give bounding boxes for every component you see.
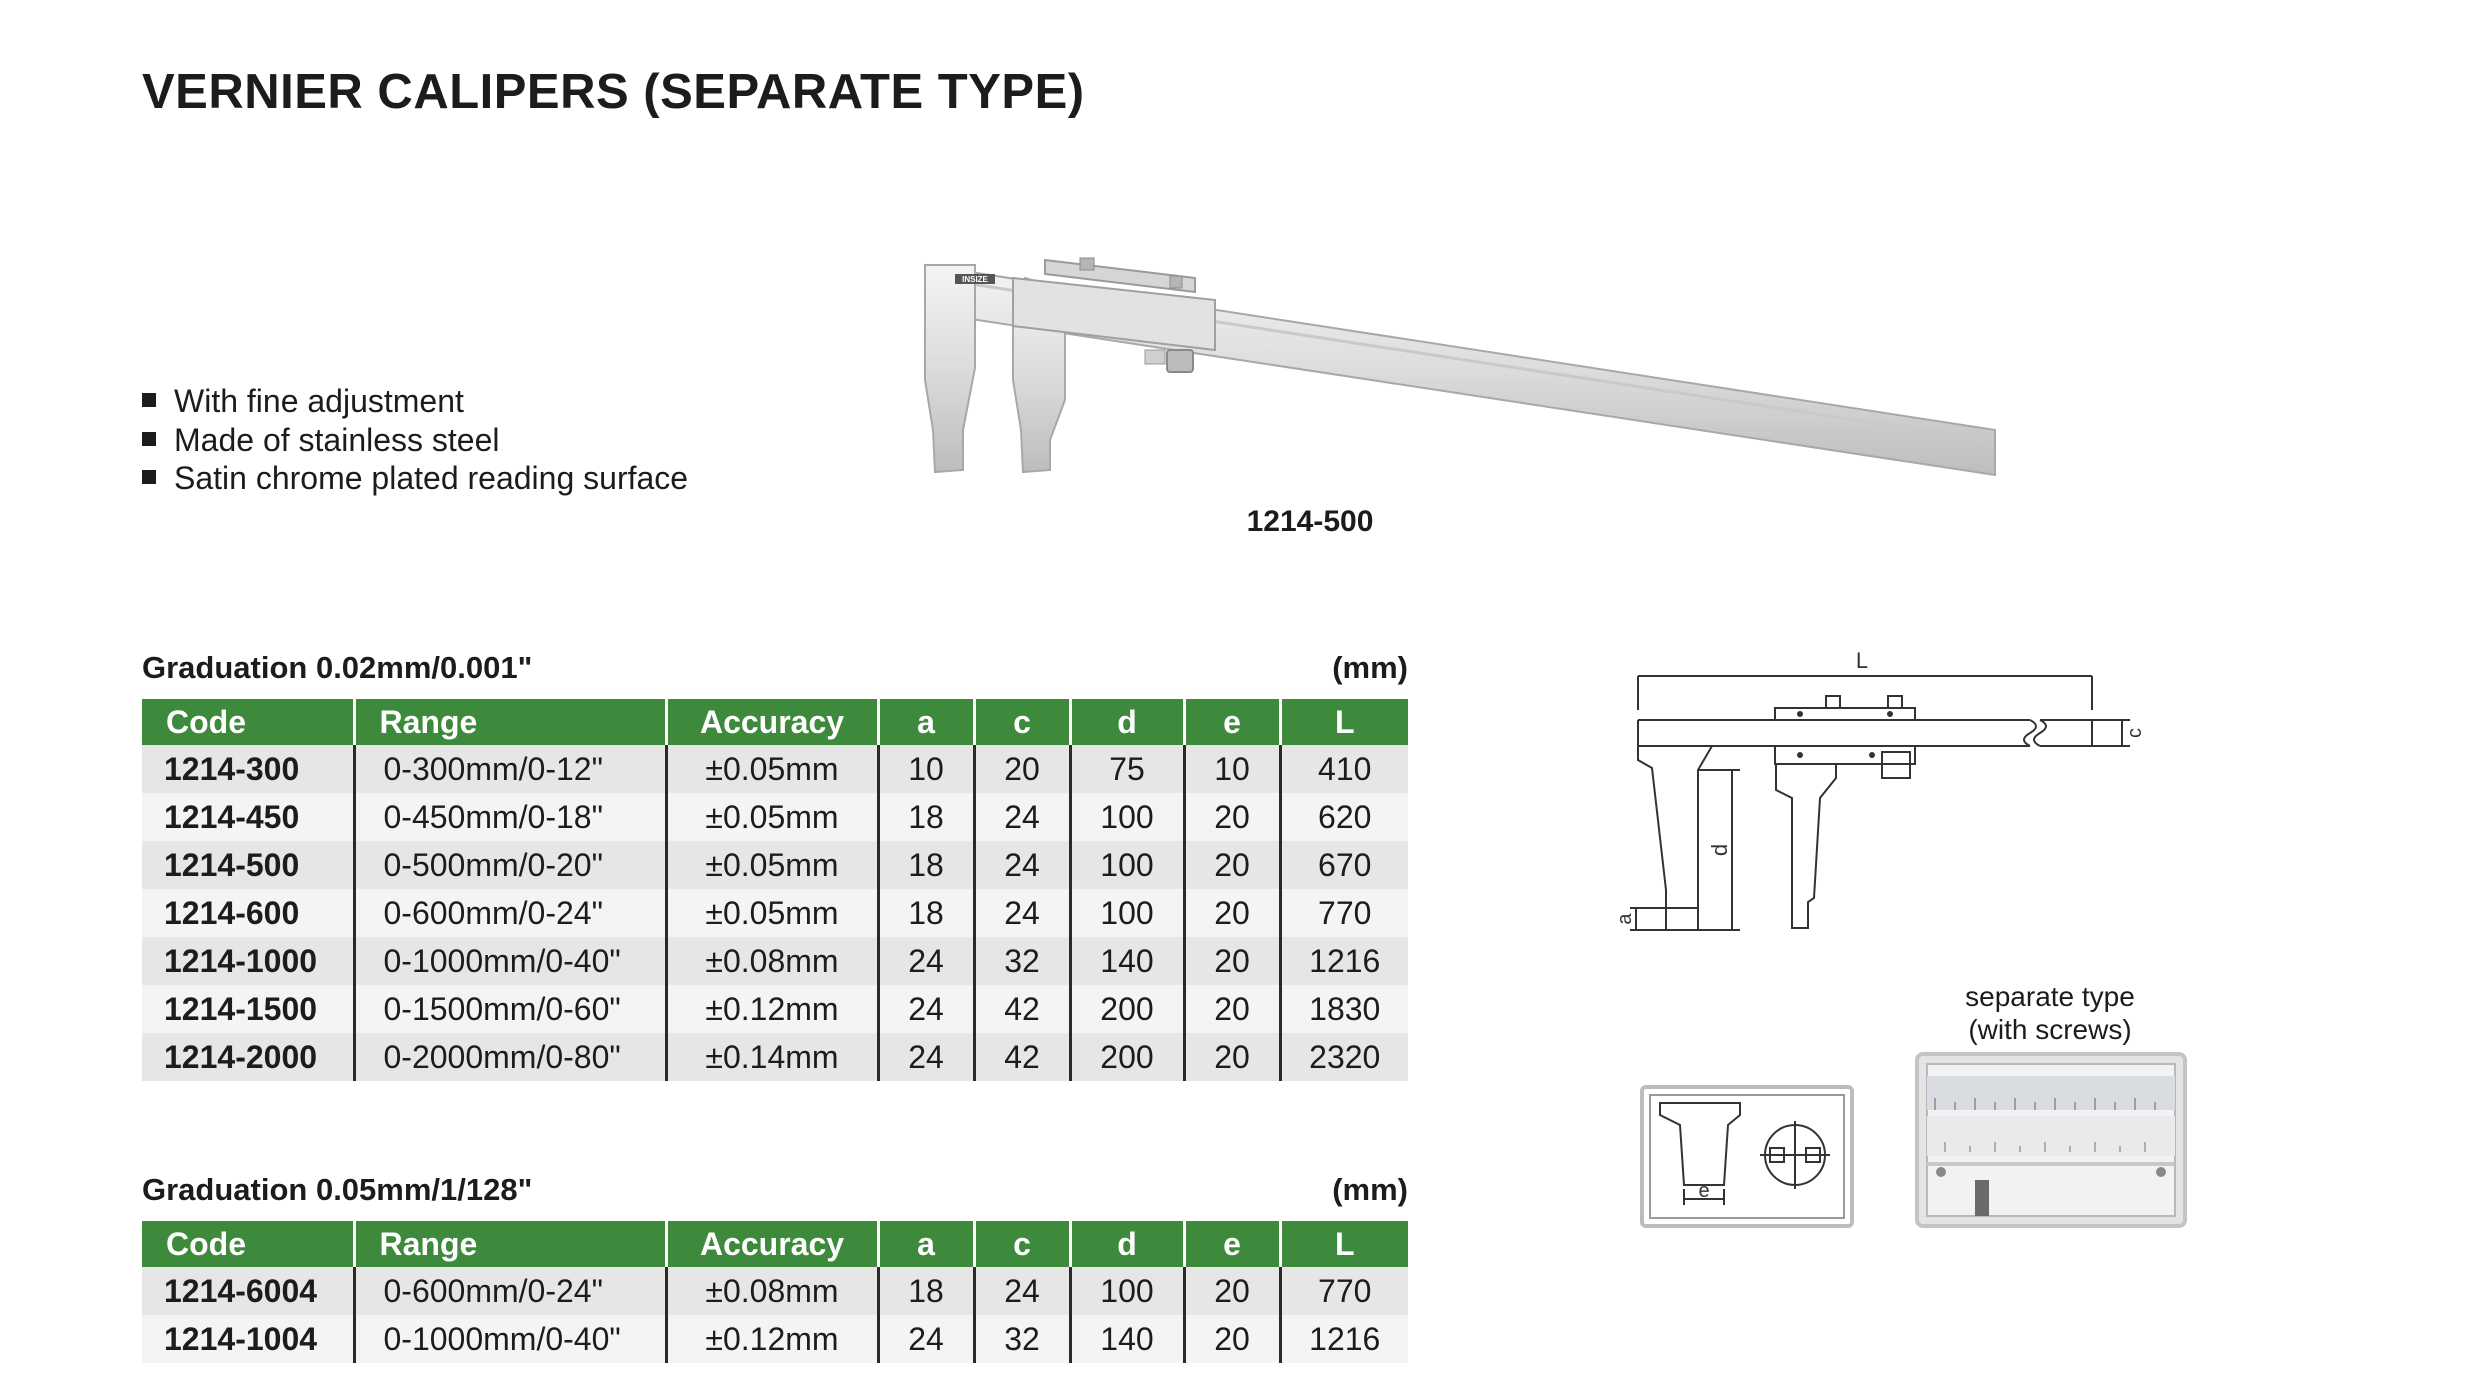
cell-accuracy: ±0.05mm: [666, 889, 878, 937]
table-row: [142, 745, 1408, 793]
cell-l: 620: [1280, 793, 1408, 841]
cell-l: 410: [1280, 745, 1408, 793]
cell-code: 1214-6004: [142, 1267, 354, 1315]
cell-d: 140: [1070, 1315, 1184, 1363]
spec-table-2: [142, 1221, 1408, 1363]
cell-accuracy: ±0.08mm: [666, 937, 878, 985]
cell-a: 24: [878, 937, 974, 985]
separate-type-line1: separate type: [1965, 981, 2135, 1012]
spec-table-1: [142, 699, 1408, 1081]
cell-l: 770: [1280, 1267, 1408, 1315]
cell-e: 20: [1184, 1315, 1280, 1363]
unit-label-2: (mm): [1332, 1172, 1408, 1207]
table-row: [142, 841, 1408, 889]
cell-c: 42: [974, 985, 1070, 1033]
table-row: [142, 889, 1408, 937]
separate-type-photo: [1915, 1052, 2187, 1228]
bullet-icon: [142, 470, 156, 484]
cell-l: 670: [1280, 841, 1408, 889]
column-header: a: [878, 699, 974, 745]
column-header: Range: [354, 1221, 666, 1267]
cell-code: 1214-1004: [142, 1315, 354, 1363]
feature-text: Made of stainless steel: [174, 421, 500, 458]
graduation-title-1: Graduation 0.02mm/0.001": [142, 650, 533, 685]
cell-l: 1216: [1280, 937, 1408, 985]
cell-l: 770: [1280, 889, 1408, 937]
column-header: e: [1184, 1221, 1280, 1267]
cell-a: 10: [878, 745, 974, 793]
cell-d: 100: [1070, 889, 1184, 937]
cell-a: 18: [878, 841, 974, 889]
cell-d: 100: [1070, 1267, 1184, 1315]
label-c: c: [2124, 728, 2146, 738]
cell-c: 20: [974, 745, 1070, 793]
cell-a: 18: [878, 889, 974, 937]
page-title: VERNIER CALIPERS (SEPARATE TYPE): [142, 65, 1085, 119]
column-header: Range: [354, 699, 666, 745]
cell-range: 0-300mm/0-12": [354, 745, 666, 793]
cell-code: 1214-300: [142, 745, 354, 793]
table-row: [142, 985, 1408, 1033]
cell-e: 20: [1184, 841, 1280, 889]
cell-e: 20: [1184, 889, 1280, 937]
column-header: d: [1070, 699, 1184, 745]
column-header: d: [1070, 1221, 1184, 1267]
column-header: c: [974, 1221, 1070, 1267]
label-e: e: [1698, 1180, 1710, 1202]
bullet-icon: [142, 393, 156, 407]
label-a: a: [1614, 913, 1636, 925]
feature-item: [142, 421, 688, 460]
cell-c: 32: [974, 1315, 1070, 1363]
feature-text: With fine adjustment: [174, 383, 464, 419]
graduation-title-2: Graduation 0.05mm/1/128": [142, 1172, 533, 1207]
table-header-row: [142, 1221, 1408, 1267]
cell-l: 1830: [1280, 985, 1408, 1033]
cell-d: 100: [1070, 841, 1184, 889]
table-row: [142, 937, 1408, 985]
table-row: [142, 1267, 1408, 1315]
cell-c: 24: [974, 841, 1070, 889]
cell-e: 20: [1184, 985, 1280, 1033]
cell-code: 1214-500: [142, 841, 354, 889]
cell-range: 0-600mm/0-24": [354, 1267, 666, 1315]
photo-caption: 1214-500: [1246, 505, 1374, 538]
column-header: L: [1280, 699, 1408, 745]
cell-accuracy: ±0.14mm: [666, 1033, 878, 1081]
cell-code: 1214-1000: [142, 937, 354, 985]
brand-logo: INSIZE: [962, 275, 988, 284]
cell-range: 0-1000mm/0-40": [354, 1315, 666, 1363]
cell-code: 1214-600: [142, 889, 354, 937]
cell-e: 20: [1184, 1033, 1280, 1081]
cell-l: 1216: [1280, 1315, 1408, 1363]
column-header: Code: [142, 1221, 354, 1267]
table-row: [142, 1033, 1408, 1081]
cell-accuracy: ±0.08mm: [666, 1267, 878, 1315]
cell-c: 42: [974, 1033, 1070, 1081]
table-row: [142, 1315, 1408, 1363]
cell-accuracy: ±0.12mm: [666, 1315, 878, 1363]
column-header: Accuracy: [666, 1221, 878, 1267]
cell-a: 24: [878, 1033, 974, 1081]
cell-range: 0-2000mm/0-80": [354, 1033, 666, 1081]
feature-list: [142, 382, 688, 498]
cell-e: 10: [1184, 745, 1280, 793]
bullet-icon: [142, 432, 156, 446]
cell-e: 20: [1184, 1267, 1280, 1315]
cell-l: 2320: [1280, 1033, 1408, 1081]
cell-accuracy: ±0.05mm: [666, 841, 878, 889]
unit-label-1: (mm): [1332, 650, 1408, 685]
separate-type-line2: (with screws): [1968, 1014, 2132, 1045]
caliper-photo: [905, 250, 2015, 490]
label-l: L: [1855, 648, 1869, 673]
table-row: [142, 793, 1408, 841]
cell-a: 18: [878, 793, 974, 841]
feature-item: [142, 459, 688, 498]
cell-c: 24: [974, 1267, 1070, 1315]
cell-range: 0-600mm/0-24": [354, 889, 666, 937]
cell-code: 1214-2000: [142, 1033, 354, 1081]
cell-range: 0-500mm/0-20": [354, 841, 666, 889]
cell-a: 24: [878, 1315, 974, 1363]
cell-accuracy: ±0.12mm: [666, 985, 878, 1033]
separate-type-label: [1900, 980, 2200, 1046]
column-header: L: [1280, 1221, 1408, 1267]
cell-e: 20: [1184, 937, 1280, 985]
column-header: Code: [142, 699, 354, 745]
cell-c: 24: [974, 793, 1070, 841]
label-d: d: [1707, 843, 1732, 857]
cell-a: 18: [878, 1267, 974, 1315]
cell-d: 140: [1070, 937, 1184, 985]
cell-d: 200: [1070, 985, 1184, 1033]
column-header: e: [1184, 699, 1280, 745]
column-header: c: [974, 699, 1070, 745]
cell-range: 0-1500mm/0-60": [354, 985, 666, 1033]
cell-e: 20: [1184, 793, 1280, 841]
cell-code: 1214-1500: [142, 985, 354, 1033]
feature-item: [142, 382, 688, 421]
column-header: Accuracy: [666, 699, 878, 745]
cell-d: 75: [1070, 745, 1184, 793]
column-header: a: [878, 1221, 974, 1267]
jaw-detail-diagram: [1640, 1085, 1854, 1228]
cell-d: 100: [1070, 793, 1184, 841]
cell-d: 200: [1070, 1033, 1184, 1081]
table-header-row: [142, 699, 1408, 745]
cell-range: 0-1000mm/0-40": [354, 937, 666, 985]
cell-range: 0-450mm/0-18": [354, 793, 666, 841]
cell-accuracy: ±0.05mm: [666, 745, 878, 793]
cell-a: 24: [878, 985, 974, 1033]
cell-code: 1214-450: [142, 793, 354, 841]
cell-c: 32: [974, 937, 1070, 985]
feature-text: Satin chrome plated reading surface: [174, 460, 689, 496]
cell-c: 24: [974, 889, 1070, 937]
dimension-diagram: [1600, 648, 2146, 950]
cell-accuracy: ±0.05mm: [666, 793, 878, 841]
